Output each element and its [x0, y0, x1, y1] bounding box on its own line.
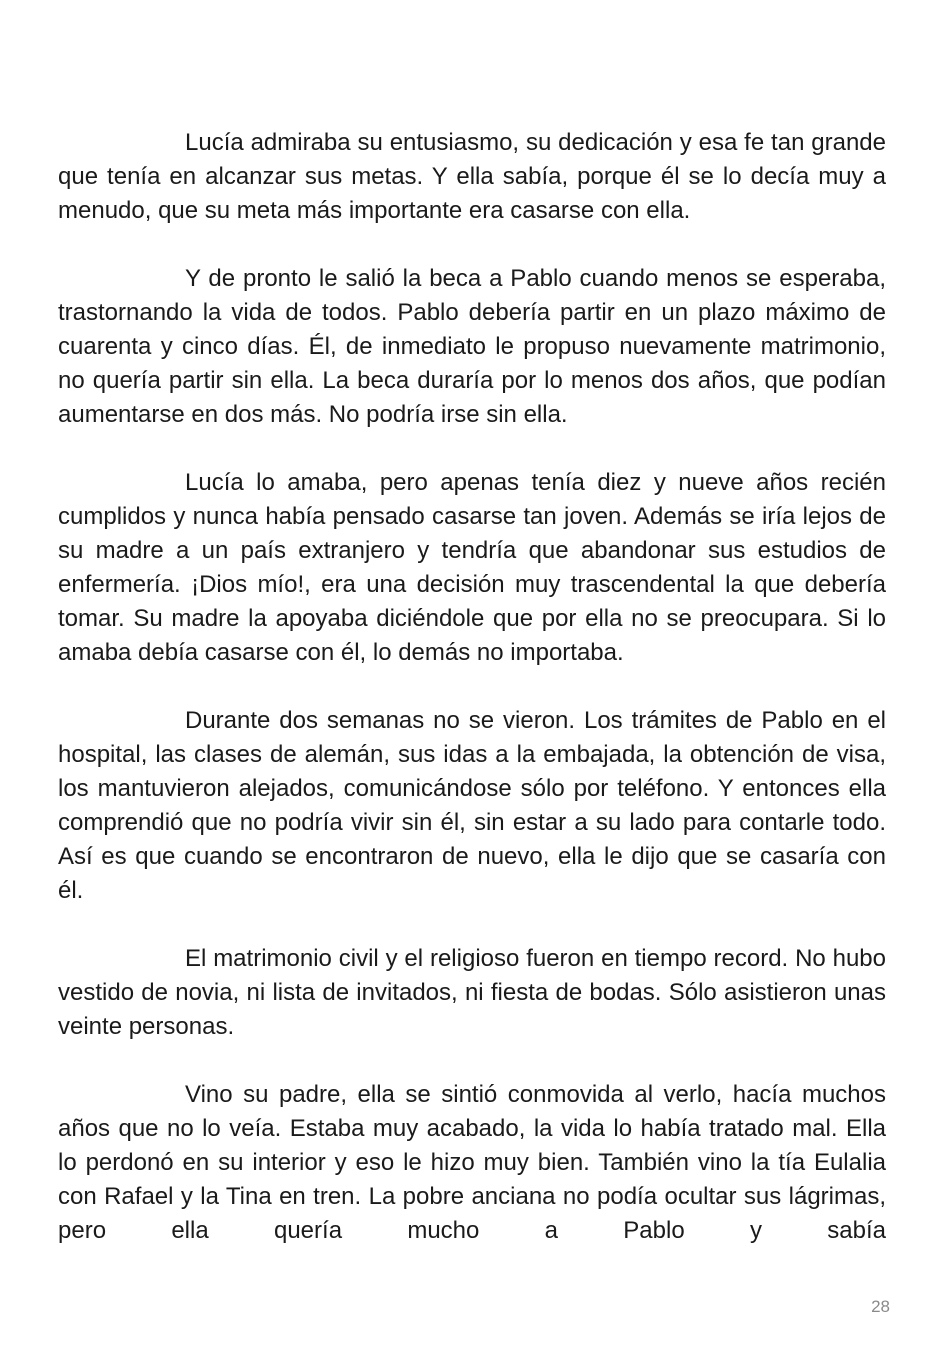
paragraph-2: Y de pronto le salió la beca a Pablo cuando menos se esperaba, trastornando la vida de todos. Pablo debería partir en un plazo máximo de cuarenta y cinco días. Él, de inmediato le propuso nuevamente matrimonio, no quería partir sin ella. La beca duraría por lo menos dos años, que podían aumentarse en dos más. No podría irse sin ella.: [58, 265, 886, 428]
document-body: [58, 126, 886, 1248]
paragraph-3: Lucía lo amaba, pero apenas tenía diez y nueve años recién cumplidos y nunca había pensado casarse tan joven. Además se iría lejos de su madre a un país extranjero y tendría que abandonar sus estudios de enfermería. ¡Dios mío!, era una decisión muy trascendental la que debería tomar. Su madre la apoyaba diciéndole que por ella no se preocupara. Si lo amaba debía casarse con él, lo demás no importaba.: [58, 469, 886, 666]
paragraph-1: Lucía admiraba su entusiasmo, su dedicación y esa fe tan grande que tenía en alcanzar sus metas. Y ella sabía, porque él se lo decía muy a menudo, que su meta más importante era casarse con ella.: [58, 129, 886, 224]
paragraph-5: El matrimonio civil y el religioso fueron en tiempo record. No hubo vestido de novia, ni lista de invitados, ni fiesta de bodas. Sólo asistieron unas veinte personas.: [58, 945, 886, 1040]
page-number: 28: [871, 1297, 890, 1316]
paragraph-4: Durante dos semanas no se vieron. Los trámites de Pablo en el hospital, las clases de alemán, sus idas a la embajada, la obtención de visa, los mantuvieron alejados, comunicándose sólo por teléfono. Y entonces ella comprendió que no podría vivir sin él, sin estar a su lado para contarle todo. Así es que cuando se encontraron de nuevo, ella le dijo que se casaría con él.: [58, 707, 886, 904]
paragraph-6: Vino su padre, ella se sintió conmovida al verlo, hacía muchos años que no lo veía. Estaba muy acabado, la vida lo había tratado mal. Ella lo perdonó en su interior y eso le hizo muy bien. También vino la tía Eulalia con Rafael y la Tina en tren. La pobre anciana no podía ocultar sus lágrimas, pero ella quería mucho a Pablo y sabía: [58, 1081, 886, 1244]
